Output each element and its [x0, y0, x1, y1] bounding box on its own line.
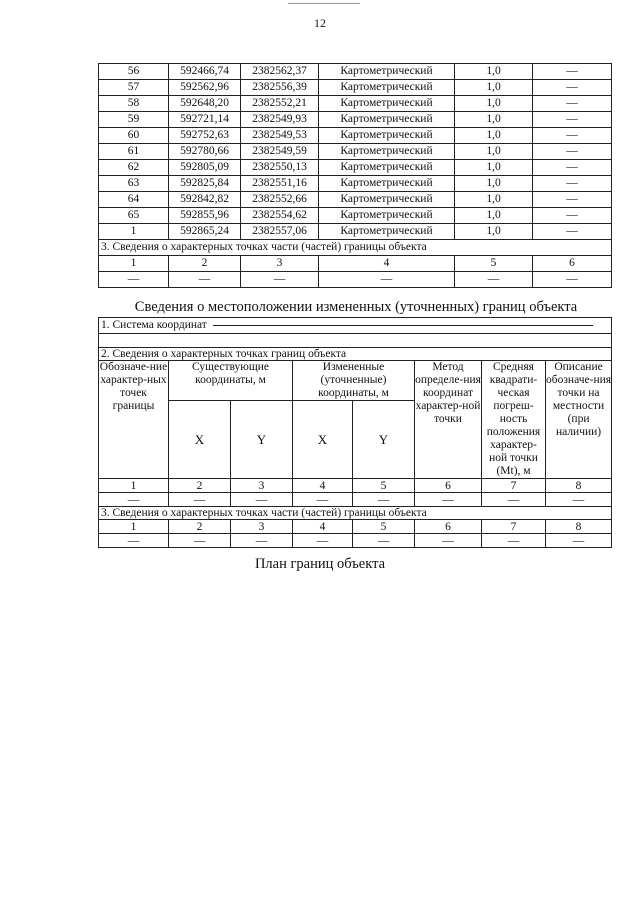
- column-number-cell: 5: [353, 479, 415, 493]
- point-number-cell: 63: [99, 176, 169, 192]
- table-row: [99, 192, 612, 208]
- column-number-cell: 1: [99, 256, 169, 272]
- section3-title: 3. Сведения о характерных точках части (частей) границы объекта: [99, 507, 612, 520]
- dash-cell: —: [293, 534, 353, 548]
- table-row: [99, 80, 612, 96]
- error-cell: 1,0: [455, 144, 533, 160]
- error-cell: 1,0: [455, 112, 533, 128]
- coord-y-cell: 2382549,59: [241, 144, 319, 160]
- points-table: [98, 63, 612, 288]
- table-row: [99, 224, 612, 240]
- col-point-designation: Обозначе-ние характер-ных точек границы: [99, 361, 169, 479]
- column-number-cell: 3: [231, 479, 293, 493]
- point-number-cell: 61: [99, 144, 169, 160]
- dash-cell: —: [415, 493, 482, 507]
- point-number-cell: 65: [99, 208, 169, 224]
- column-number-cell: 6: [533, 256, 612, 272]
- coord-x-cell: 592865,24: [169, 224, 241, 240]
- dash-cell: —: [353, 493, 415, 507]
- dash-cell: —: [99, 493, 169, 507]
- column-number-cell: 5: [353, 520, 415, 534]
- error-cell: 1,0: [455, 80, 533, 96]
- coord-y-cell: 2382552,66: [241, 192, 319, 208]
- error-cell: 1,0: [455, 96, 533, 112]
- method-cell: Картометрический: [319, 160, 455, 176]
- dash-cell: —: [99, 534, 169, 548]
- column-number-cell: 3: [231, 520, 293, 534]
- error-cell: 1,0: [455, 160, 533, 176]
- column-number-cell: 1: [99, 520, 169, 534]
- col-changed-y: Y: [353, 401, 415, 479]
- coord-y-cell: 2382557,06: [241, 224, 319, 240]
- coord-x-cell: 592842,82: [169, 192, 241, 208]
- point-number-cell: 56: [99, 64, 169, 80]
- description-cell: —: [533, 128, 612, 144]
- coord-x-cell: 592825,84: [169, 176, 241, 192]
- coord-y-cell: 2382551,16: [241, 176, 319, 192]
- col-existing-coords: Существующие координаты, м: [169, 361, 293, 401]
- section3-title: 3. Сведения о характерных точках части (частей) границы объекта: [99, 240, 612, 256]
- dash-cell: —: [169, 272, 241, 288]
- table-row: [99, 176, 612, 192]
- coord-x-cell: 592562,96: [169, 80, 241, 96]
- dash-cell: —: [546, 493, 612, 507]
- table-row: [99, 208, 612, 224]
- dash-cell: —: [293, 493, 353, 507]
- point-number-cell: 64: [99, 192, 169, 208]
- coord-y-cell: 2382549,93: [241, 112, 319, 128]
- column-number-cell: 6: [415, 479, 482, 493]
- column-number-cell: 7: [482, 520, 546, 534]
- point-number-cell: 62: [99, 160, 169, 176]
- blank-row: [99, 334, 612, 348]
- error-cell: 1,0: [455, 192, 533, 208]
- description-cell: —: [533, 112, 612, 128]
- coord-y-cell: 2382550,13: [241, 160, 319, 176]
- coord-x-cell: 592855,96: [169, 208, 241, 224]
- description-cell: —: [533, 80, 612, 96]
- point-number-cell: 57: [99, 80, 169, 96]
- method-cell: Картометрический: [319, 224, 455, 240]
- error-cell: 1,0: [455, 176, 533, 192]
- error-cell: 1,0: [455, 208, 533, 224]
- description-cell: —: [533, 192, 612, 208]
- dash-cell: —: [415, 534, 482, 548]
- description-cell: —: [533, 224, 612, 240]
- description-cell: —: [533, 160, 612, 176]
- coord-x-cell: 592805,09: [169, 160, 241, 176]
- coord-x-cell: 592752,63: [169, 128, 241, 144]
- dash-cell: —: [231, 534, 293, 548]
- method-cell: Картометрический: [319, 128, 455, 144]
- column-number-cell: 4: [293, 520, 353, 534]
- point-number-cell: 59: [99, 112, 169, 128]
- description-cell: —: [533, 176, 612, 192]
- column-number-cell: 1: [99, 479, 169, 493]
- coord-x-cell: 592721,14: [169, 112, 241, 128]
- col-description: Описание обозначе-ния точки на местности (при наличии): [546, 361, 612, 479]
- method-cell: Картометрический: [319, 176, 455, 192]
- dash-cell: —: [533, 272, 612, 288]
- dash-cell: —: [353, 534, 415, 548]
- description-cell: —: [533, 208, 612, 224]
- point-number-cell: 58: [99, 96, 169, 112]
- page-number: 12: [314, 16, 326, 30]
- point-number-cell: 1: [99, 224, 169, 240]
- column-number-cell: 2: [169, 520, 231, 534]
- dash-cell: —: [99, 272, 169, 288]
- coord-y-cell: 2382549,53: [241, 128, 319, 144]
- col-method: Метод определе-ния координат характер-ной точки: [415, 361, 482, 479]
- dash-cell: —: [241, 272, 319, 288]
- table-row: [99, 128, 612, 144]
- col-error: Средняя квадрати-ческая погреш-ность положения характер-ной точки (Mt), м: [482, 361, 546, 479]
- column-number-cell: 8: [546, 479, 612, 493]
- column-number-cell: 5: [455, 256, 533, 272]
- error-cell: 1,0: [455, 64, 533, 80]
- column-number-cell: 4: [319, 256, 455, 272]
- column-number-cell: 3: [241, 256, 319, 272]
- description-cell: —: [533, 144, 612, 160]
- table-row: [99, 64, 612, 80]
- dash-cell: —: [169, 493, 231, 507]
- plan-title: План границ объекта: [254, 556, 386, 572]
- coord-x-cell: 592648,20: [169, 96, 241, 112]
- coord-y-cell: 2382562,37: [241, 64, 319, 80]
- coord-y-cell: 2382552,21: [241, 96, 319, 112]
- dash-cell: —: [455, 272, 533, 288]
- dash-cell: —: [231, 493, 293, 507]
- coord-x-cell: 592466,74: [169, 64, 241, 80]
- table-row: [99, 144, 612, 160]
- method-cell: Картометрический: [319, 80, 455, 96]
- method-cell: Картометрический: [319, 144, 455, 160]
- error-cell: 1,0: [455, 224, 533, 240]
- column-number-cell: 8: [546, 520, 612, 534]
- method-cell: Картометрический: [319, 64, 455, 80]
- coord-y-cell: 2382556,39: [241, 80, 319, 96]
- section-heading: Сведения о местоположении измененных (уточненных) границ объекта: [134, 299, 578, 315]
- dash-cell: —: [546, 534, 612, 548]
- coord-system-label: 1. Система координат: [101, 319, 207, 332]
- coord-y-cell: 2382554,62: [241, 208, 319, 224]
- table-row: [99, 160, 612, 176]
- method-cell: Картометрический: [319, 208, 455, 224]
- dash-cell: —: [169, 534, 231, 548]
- dash-cell: —: [482, 534, 546, 548]
- section2-title: 2. Сведения о характерных точках границ объекта: [99, 348, 612, 361]
- column-number-cell: 2: [169, 256, 241, 272]
- column-number-cell: 6: [415, 520, 482, 534]
- coord-system-row: [99, 318, 612, 334]
- col-changed-x: X: [293, 401, 353, 479]
- column-number-cell: 7: [482, 479, 546, 493]
- table-row: [99, 112, 612, 128]
- col-changed-coords: Измененные (уточненные) координаты, м: [293, 361, 415, 401]
- method-cell: Картометрический: [319, 192, 455, 208]
- coord-x-cell: 592780,66: [169, 144, 241, 160]
- header-rule: [288, 3, 360, 4]
- column-number-cell: 4: [293, 479, 353, 493]
- point-number-cell: 60: [99, 128, 169, 144]
- description-cell: —: [533, 64, 612, 80]
- error-cell: 1,0: [455, 128, 533, 144]
- col-existing-y: Y: [231, 401, 293, 479]
- col-existing-x: X: [169, 401, 231, 479]
- changed-boundaries-table: [98, 317, 612, 548]
- method-cell: Картометрический: [319, 112, 455, 128]
- dash-cell: —: [319, 272, 455, 288]
- column-number-cell: 2: [169, 479, 231, 493]
- table-row: [99, 96, 612, 112]
- method-cell: Картометрический: [319, 96, 455, 112]
- dash-cell: —: [482, 493, 546, 507]
- coord-system-blank-line: [213, 325, 593, 326]
- description-cell: —: [533, 96, 612, 112]
